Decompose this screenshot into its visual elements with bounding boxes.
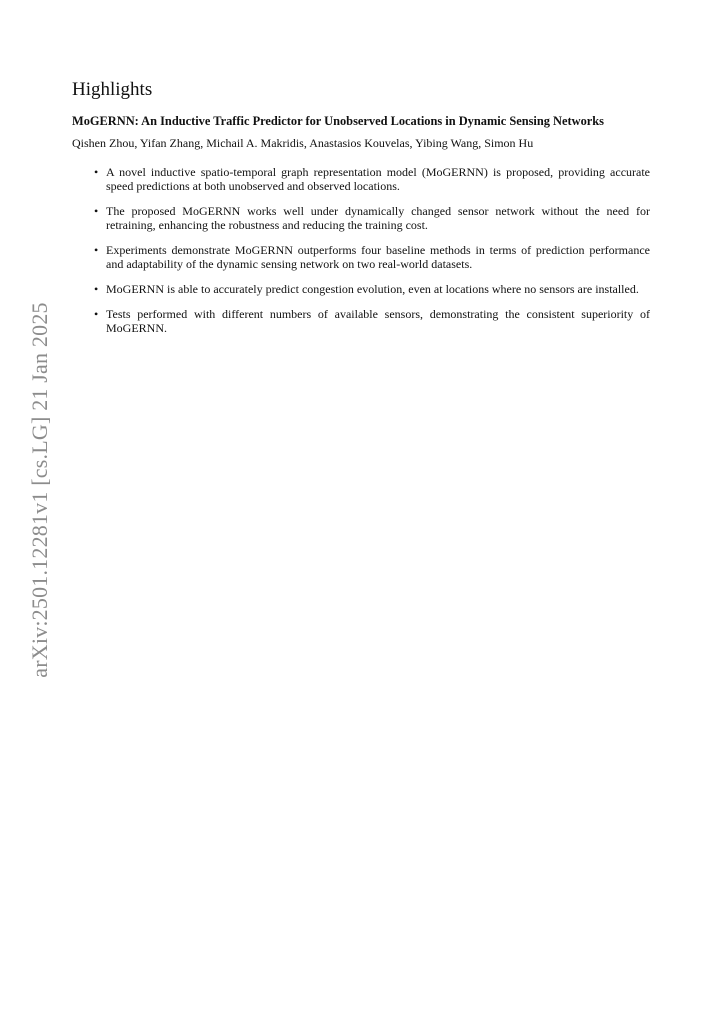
section-heading: Highlights	[72, 79, 153, 100]
highlight-item	[94, 204, 650, 232]
highlight-text: A novel inductive spatio-temporal graph representation model (MoGERNN) is proposed, providing accurate speed predictions at both unobserved and observed locations.	[106, 165, 650, 193]
author-list: Qishen Zhou, Yifan Zhang, Michail A. Makridis, Anastasios Kouvelas, Yibing Wang, Simon Hu	[72, 136, 534, 150]
bullet-icon: •	[94, 282, 99, 296]
highlight-text: Experiments demonstrate MoGERNN outperforms four baseline methods in terms of prediction performance and adaptability of the dynamic sensing network on two real-world datasets.	[106, 243, 650, 271]
highlight-text: MoGERNN is able to accurately predict congestion evolution, even at locations where no sensors are installed.	[106, 282, 639, 296]
bullet-icon: •	[94, 204, 99, 218]
highlight-item	[94, 307, 650, 335]
highlights-list	[72, 165, 650, 335]
bullet-icon: •	[94, 243, 99, 257]
highlights-section	[72, 78, 650, 346]
highlight-item	[94, 243, 650, 271]
bullet-icon: •	[94, 307, 99, 321]
bullet-icon: •	[94, 165, 99, 179]
highlight-text: Tests performed with different numbers of available sensors, demonstrating the consistent superiority of MoGERNN.	[106, 307, 650, 335]
paper-title: MoGERNN: An Inductive Traffic Predictor for Unobserved Locations in Dynamic Sensing Networks	[72, 114, 604, 128]
highlight-item	[94, 282, 650, 296]
highlight-item	[94, 165, 650, 193]
arxiv-identifier-stamp: arXiv:2501.12281v1 [cs.LG] 21 Jan 2025	[27, 302, 52, 678]
highlight-text: The proposed MoGERNN works well under dynamically changed sensor network without the need for retraining, enhancing the robustness and reducing the training cost.	[106, 204, 650, 232]
